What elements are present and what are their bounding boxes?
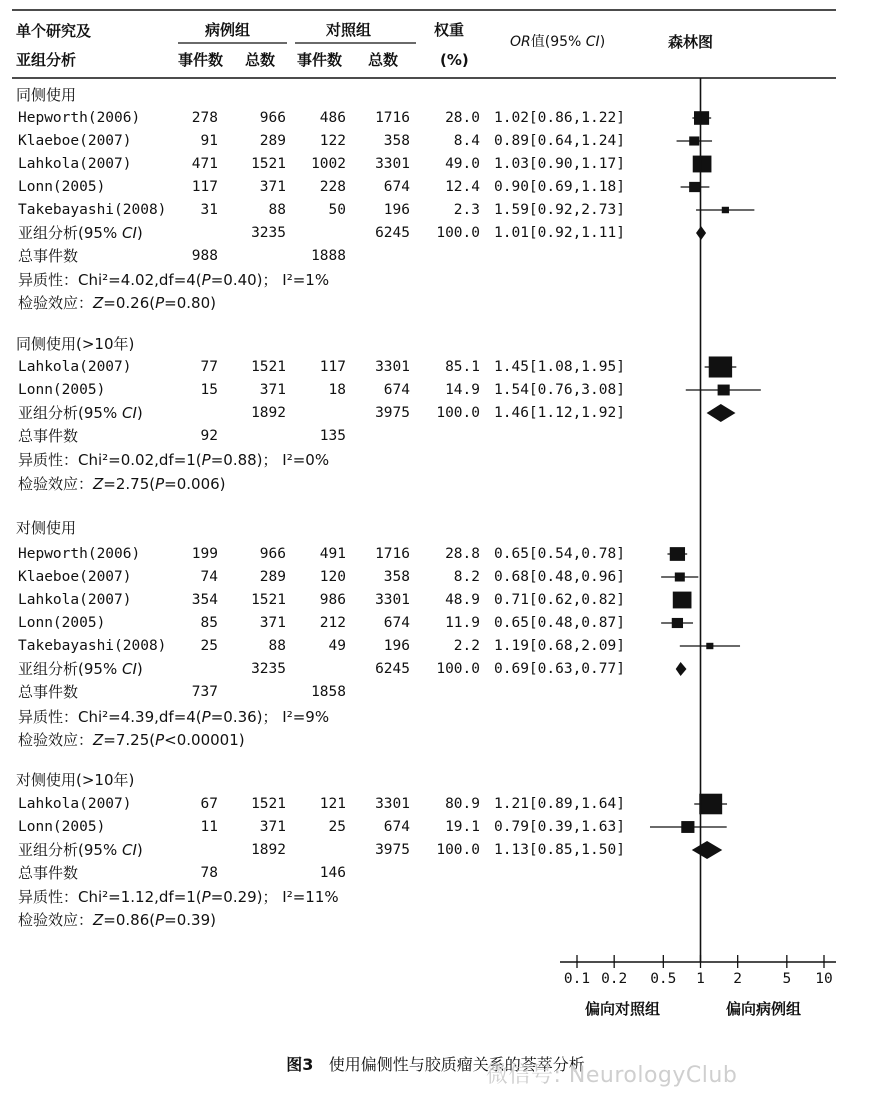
subtotal-diamond bbox=[707, 404, 736, 422]
odds-ratio-ci: 0.71[0.62,0.82] bbox=[494, 592, 625, 608]
x-tick-label: 0.5 bbox=[650, 971, 677, 987]
case-total: 289 bbox=[259, 133, 286, 149]
study-point-square bbox=[706, 643, 713, 649]
x-tick-label: 0.2 bbox=[601, 971, 628, 987]
axis-label-favours-case: 偏向病例组 bbox=[726, 1000, 802, 1018]
weight-percent: 8.2 bbox=[453, 569, 480, 585]
weight-percent: 2.3 bbox=[453, 202, 480, 218]
study-point-square bbox=[699, 794, 722, 815]
case-events: 77 bbox=[200, 359, 218, 375]
subgroup-title: 同侧使用 bbox=[16, 86, 77, 104]
case-events: 199 bbox=[191, 546, 218, 562]
control-total: 1716 bbox=[375, 110, 410, 126]
x-tick-label: 10 bbox=[815, 971, 833, 987]
study-point-square bbox=[694, 111, 709, 125]
study-point-square bbox=[709, 356, 732, 377]
control-events: 49 bbox=[328, 638, 346, 654]
total-events-case: 92 bbox=[200, 428, 218, 444]
subtotal-weight: 100.0 bbox=[436, 842, 480, 858]
study-name: Lonn(2005) bbox=[18, 382, 106, 398]
heterogeneity-stats: 异质性：Chi²=0.02,df=1(P=0.88)； I²=0% bbox=[18, 451, 330, 469]
study-point-square bbox=[722, 207, 729, 213]
odds-ratio-ci: 0.68[0.48,0.96] bbox=[494, 569, 625, 585]
control-events: 491 bbox=[319, 546, 346, 562]
study-name: Takebayashi(2008) bbox=[18, 202, 167, 218]
control-events: 50 bbox=[328, 202, 346, 218]
subtotal-control-total: 6245 bbox=[375, 225, 410, 241]
study-point-square bbox=[673, 592, 692, 609]
case-events: 15 bbox=[200, 382, 218, 398]
header-or-ci: OR值(95% CI) bbox=[510, 34, 606, 50]
case-total: 966 bbox=[259, 546, 286, 562]
odds-ratio-ci: 0.90[0.69,1.18] bbox=[494, 179, 625, 195]
study-name: Klaeboe(2007) bbox=[18, 569, 132, 585]
control-events: 986 bbox=[319, 592, 346, 608]
case-total: 1521 bbox=[251, 156, 286, 172]
subtotal-weight: 100.0 bbox=[436, 405, 480, 421]
subtotal-case-total: 3235 bbox=[251, 661, 286, 677]
case-events: 74 bbox=[200, 569, 218, 585]
study-name: Klaeboe(2007) bbox=[18, 133, 132, 149]
total-events-control: 146 bbox=[319, 865, 346, 881]
control-total: 674 bbox=[383, 179, 410, 195]
total-events-label: 总事件数 bbox=[18, 427, 79, 445]
total-events-case: 737 bbox=[191, 684, 218, 700]
study-name: Lahkola(2007) bbox=[18, 796, 132, 812]
overall-effect-test: 检验效应：Z=2.75(P=0.006) bbox=[18, 475, 226, 493]
total-events-case: 78 bbox=[200, 865, 218, 881]
subtotal-case-total: 1892 bbox=[251, 842, 286, 858]
overall-effect-test: 检验效应：Z=0.26(P=0.80) bbox=[18, 294, 216, 312]
control-total: 3301 bbox=[375, 156, 410, 172]
heterogeneity-stats: 异质性：Chi²=4.02,df=4(P=0.40)； I²=1% bbox=[18, 271, 330, 289]
study-name: Takebayashi(2008) bbox=[18, 638, 167, 654]
weight-percent: 14.9 bbox=[445, 382, 480, 398]
study-name: Hepworth(2006) bbox=[18, 546, 141, 562]
subtotal-odds-ratio-ci: 1.01[0.92,1.11] bbox=[494, 225, 625, 241]
control-total: 358 bbox=[383, 133, 410, 149]
weight-percent: 19.1 bbox=[445, 819, 480, 835]
study-point-square bbox=[681, 821, 694, 833]
subtotal-control-total: 3975 bbox=[375, 405, 410, 421]
subtotal-label: 亚组分析(95% CI) bbox=[18, 660, 143, 678]
header-case-events: 事件数 bbox=[178, 51, 224, 69]
control-total: 674 bbox=[383, 382, 410, 398]
case-total: 966 bbox=[259, 110, 286, 126]
study-point-square bbox=[675, 572, 685, 581]
subtotal-case-total: 3235 bbox=[251, 225, 286, 241]
odds-ratio-ci: 1.19[0.68,2.09] bbox=[494, 638, 625, 654]
subtotal-control-total: 6245 bbox=[375, 661, 410, 677]
x-tick-label: 5 bbox=[782, 971, 792, 987]
case-total: 371 bbox=[259, 615, 286, 631]
control-events: 121 bbox=[319, 796, 346, 812]
weight-percent: 11.9 bbox=[445, 615, 480, 631]
study-point-square bbox=[689, 182, 700, 192]
weight-percent: 12.4 bbox=[445, 179, 480, 195]
total-events-case: 988 bbox=[191, 248, 218, 264]
case-total: 371 bbox=[259, 382, 286, 398]
heterogeneity-stats: 异质性：Chi²=1.12,df=1(P=0.29)； I²=11% bbox=[18, 888, 339, 906]
figure-caption bbox=[0, 1052, 871, 1075]
odds-ratio-ci: 0.65[0.48,0.87] bbox=[494, 615, 625, 631]
total-events-label: 总事件数 bbox=[18, 247, 79, 265]
subtotal-diamond bbox=[692, 841, 722, 859]
case-events: 354 bbox=[191, 592, 218, 608]
total-events-label: 总事件数 bbox=[18, 683, 79, 701]
study-point-square bbox=[718, 385, 730, 396]
subgroup-title: 对侧使用(>10年) bbox=[16, 771, 135, 789]
odds-ratio-ci: 1.21[0.89,1.64] bbox=[494, 796, 625, 812]
case-total: 371 bbox=[259, 819, 286, 835]
subtotal-weight: 100.0 bbox=[436, 225, 480, 241]
study-name: Lahkola(2007) bbox=[18, 156, 132, 172]
subgroup-title: 同侧使用(>10年) bbox=[16, 335, 135, 353]
control-events: 486 bbox=[319, 110, 346, 126]
control-total: 196 bbox=[383, 638, 410, 654]
odds-ratio-ci: 1.59[0.92,2.73] bbox=[494, 202, 625, 218]
control-events: 122 bbox=[319, 133, 346, 149]
case-events: 85 bbox=[200, 615, 218, 631]
control-total: 3301 bbox=[375, 592, 410, 608]
header-case-group: 病例组 bbox=[205, 21, 251, 39]
case-events: 91 bbox=[200, 133, 218, 149]
heterogeneity-stats: 异质性：Chi²=4.39,df=4(P=0.36)； I²=9% bbox=[18, 708, 330, 726]
odds-ratio-ci: 1.02[0.86,1.22] bbox=[494, 110, 625, 126]
control-total: 196 bbox=[383, 202, 410, 218]
weight-percent: 8.4 bbox=[453, 133, 480, 149]
case-total: 1521 bbox=[251, 592, 286, 608]
header-forest-plot: 森林图 bbox=[668, 33, 714, 51]
axis-label-favours-control: 偏向对照组 bbox=[585, 1000, 661, 1018]
study-name: Lonn(2005) bbox=[18, 179, 106, 195]
control-events: 18 bbox=[328, 382, 346, 398]
study-point-square bbox=[670, 547, 685, 561]
weight-percent: 85.1 bbox=[445, 359, 480, 375]
case-events: 117 bbox=[191, 179, 218, 195]
weight-percent: 49.0 bbox=[445, 156, 480, 172]
header-ctrl-events: 事件数 bbox=[297, 51, 343, 69]
control-events: 117 bbox=[319, 359, 346, 375]
study-point-square bbox=[689, 136, 699, 145]
case-total: 371 bbox=[259, 179, 286, 195]
subtotal-weight: 100.0 bbox=[436, 661, 480, 677]
control-total: 674 bbox=[383, 615, 410, 631]
study-name: Lonn(2005) bbox=[18, 819, 106, 835]
watermark: 微信号: NeurologyClub bbox=[486, 1063, 738, 1088]
x-tick-label: 1 bbox=[696, 971, 705, 987]
header-weight-line1: 权重 bbox=[434, 21, 465, 39]
caption-text: 使用偏侧性与胶质瘤关系的荟萃分析 bbox=[328, 1055, 585, 1074]
study-point-square bbox=[693, 156, 712, 173]
case-total: 289 bbox=[259, 569, 286, 585]
caption-fig-number: 图3 bbox=[286, 1055, 314, 1074]
header-weight-line2: (%) bbox=[440, 51, 469, 69]
odds-ratio-ci: 1.03[0.90,1.17] bbox=[494, 156, 625, 172]
subtotal-odds-ratio-ci: 1.13[0.85,1.50] bbox=[494, 842, 625, 858]
case-total: 88 bbox=[268, 202, 286, 218]
weight-percent: 2.2 bbox=[453, 638, 480, 654]
study-name: Hepworth(2006) bbox=[18, 110, 141, 126]
odds-ratio-ci: 1.54[0.76,3.08] bbox=[494, 382, 625, 398]
subtotal-odds-ratio-ci: 1.46[1.12,1.92] bbox=[494, 405, 625, 421]
odds-ratio-ci: 0.89[0.64,1.24] bbox=[494, 133, 625, 149]
case-events: 278 bbox=[191, 110, 218, 126]
weight-percent: 80.9 bbox=[445, 796, 480, 812]
control-total: 1716 bbox=[375, 546, 410, 562]
control-total: 3301 bbox=[375, 796, 410, 812]
weight-percent: 28.8 bbox=[445, 546, 480, 562]
total-events-control: 1888 bbox=[311, 248, 346, 264]
x-tick-label: 2 bbox=[733, 971, 743, 987]
case-events: 471 bbox=[191, 156, 218, 172]
control-total: 358 bbox=[383, 569, 410, 585]
subtotal-control-total: 3975 bbox=[375, 842, 410, 858]
case-total: 1521 bbox=[251, 796, 286, 812]
subgroup-title: 对侧使用 bbox=[16, 519, 77, 537]
odds-ratio-ci: 1.45[1.08,1.95] bbox=[494, 359, 625, 375]
header-control-group: 对照组 bbox=[326, 21, 372, 39]
study-name: Lonn(2005) bbox=[18, 615, 106, 631]
header-ctrl-total: 总数 bbox=[368, 51, 399, 69]
subtotal-case-total: 1892 bbox=[251, 405, 286, 421]
overall-effect-test: 检验效应：Z=0.86(P=0.39) bbox=[18, 911, 216, 929]
overall-effect-test: 检验效应：Z=7.25(P<0.00001) bbox=[18, 731, 245, 749]
weight-percent: 48.9 bbox=[445, 592, 480, 608]
header-study-line1: 单个研究及 bbox=[16, 22, 92, 40]
subtotal-diamond bbox=[676, 662, 687, 676]
total-events-label: 总事件数 bbox=[18, 864, 79, 882]
odds-ratio-ci: 0.65[0.54,0.78] bbox=[494, 546, 625, 562]
header-study-line2: 亚组分析 bbox=[16, 51, 77, 69]
subtotal-label: 亚组分析(95% CI) bbox=[18, 224, 143, 242]
case-events: 31 bbox=[200, 202, 218, 218]
case-events: 11 bbox=[200, 819, 218, 835]
control-events: 212 bbox=[319, 615, 346, 631]
study-point-square bbox=[672, 618, 683, 628]
header-case-total: 总数 bbox=[245, 51, 276, 69]
subtotal-label: 亚组分析(95% CI) bbox=[18, 841, 143, 859]
total-events-control: 1858 bbox=[311, 684, 346, 700]
case-events: 25 bbox=[200, 638, 218, 654]
control-total: 674 bbox=[383, 819, 410, 835]
control-events: 1002 bbox=[311, 156, 346, 172]
study-name: Lahkola(2007) bbox=[18, 592, 132, 608]
case-total: 88 bbox=[268, 638, 286, 654]
odds-ratio-ci: 0.79[0.39,1.63] bbox=[494, 819, 625, 835]
total-events-control: 135 bbox=[319, 428, 346, 444]
subtotal-odds-ratio-ci: 0.69[0.63,0.77] bbox=[494, 661, 625, 677]
subtotal-label: 亚组分析(95% CI) bbox=[18, 404, 143, 422]
x-tick-label: 0.1 bbox=[563, 971, 591, 987]
study-name: Lahkola(2007) bbox=[18, 359, 132, 375]
weight-percent: 28.0 bbox=[445, 110, 480, 126]
case-events: 67 bbox=[200, 796, 218, 812]
control-total: 3301 bbox=[375, 359, 410, 375]
control-events: 120 bbox=[319, 569, 346, 585]
control-events: 25 bbox=[328, 819, 346, 835]
control-events: 228 bbox=[319, 179, 346, 195]
case-total: 1521 bbox=[251, 359, 286, 375]
